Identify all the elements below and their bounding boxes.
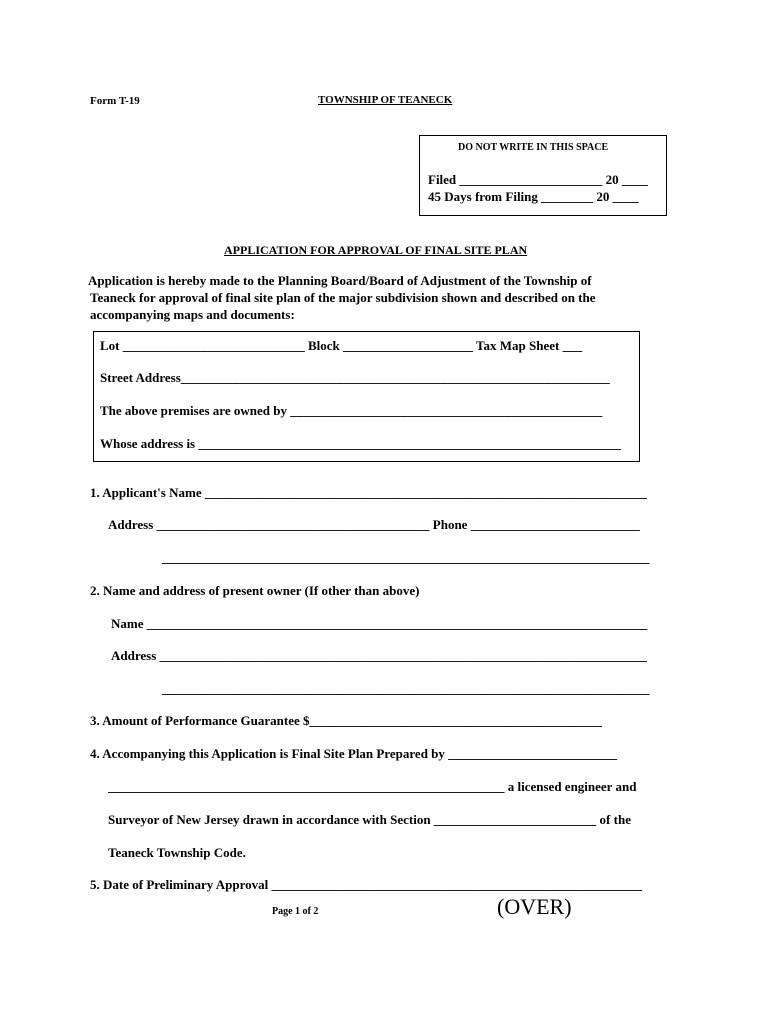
intro-line-1: Application is hereby made to the Planning Board/Board of Adjustment of the Township of [88, 273, 592, 288]
applicant-address-line-2[interactable]: ___________________________________________________________________________ [162, 550, 650, 565]
owner-address-field[interactable]: Whose address is _________________________________________________________________ [100, 436, 621, 451]
intro-line-2: Teaneck for approval of final site plan of the major subdivision shown and described on the [90, 290, 596, 305]
performance-guarantee-field[interactable]: 3. Amount of Performance Guarantee $_____________________________________________ [90, 713, 603, 728]
present-owner-address-line-2[interactable]: ___________________________________________________________________________ [162, 681, 650, 696]
page-number: Page 1 of 2 [272, 906, 319, 917]
present-owner-heading: 2. Name and address of present owner (If other than above) [90, 583, 420, 598]
township-title: TOWNSHIP OF TEANECK [318, 94, 453, 106]
preliminary-approval-date-field[interactable]: 5. Date of Preliminary Approval _________________________________________________________ [90, 877, 643, 892]
licensed-engineer-field[interactable]: _____________________________________________________________ a licensed engineer and [108, 779, 637, 794]
code-section-field[interactable]: Surveyor of New Jersey drawn in accordance with Section _________________________ of the [108, 812, 631, 827]
over-note: (OVER) [497, 894, 572, 919]
intro-line-3: accompanying maps and documents: [90, 307, 295, 322]
township-code-text: Teaneck Township Code. [108, 845, 246, 860]
property-details-box [93, 331, 640, 462]
filed-field[interactable]: Filed ______________________ 20 ____ [428, 172, 648, 187]
street-address-field[interactable]: Street Address__________________________________________________________________ [100, 370, 610, 385]
lot-block-sheet-field[interactable]: Lot ____________________________ Block ____________________ Tax Map Sheet ___ [100, 338, 583, 353]
office-use-box [419, 135, 667, 216]
days-from-filing-field[interactable]: 45 Days from Filing ________ 20 ____ [428, 189, 639, 204]
owned-by-field[interactable]: The above premises are owned by ________________________________________________ [100, 403, 603, 418]
applicant-address-phone-field[interactable]: Address __________________________________________ Phone __________________________ [108, 517, 640, 532]
applicant-name-field[interactable]: 1. Applicant's Name ____________________________________________________________________ [90, 485, 647, 500]
plan-prepared-by-field[interactable]: 4. Accompanying this Application is Final Site Plan Prepared by __________________________ [90, 746, 618, 761]
office-box-heading: DO NOT WRITE IN THIS SPACE [458, 142, 609, 153]
form-number: Form T-19 [90, 95, 140, 107]
present-owner-name-field[interactable]: Name _____________________________________________________________________________ [111, 616, 648, 631]
application-title: APPLICATION FOR APPROVAL OF FINAL SITE PLAN [224, 243, 528, 257]
present-owner-address-field[interactable]: Address ___________________________________________________________________________ [111, 648, 648, 663]
